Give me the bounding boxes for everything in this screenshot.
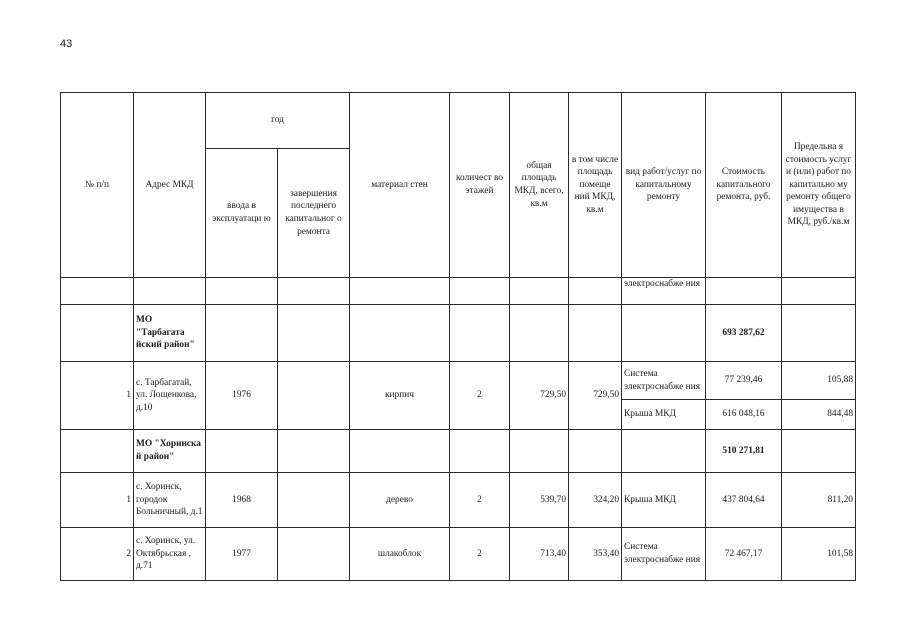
floors-cell: 2 [450, 528, 510, 581]
total-area-cell: 713,40 [510, 528, 569, 581]
wall-material-cell: дерево [350, 473, 450, 528]
municipality-row [61, 430, 856, 473]
year-last-repair-cell [278, 362, 350, 430]
wall-material-cell: кирпич [350, 362, 450, 430]
row-number: 1 [61, 362, 134, 430]
municipality-total-cost: 510 271,81 [706, 430, 782, 473]
work-type-cell: Система электроснабже ния [622, 528, 706, 581]
total-area-cell: 539,70 [510, 473, 569, 528]
year-commission-cell: 1976 [206, 362, 278, 430]
work-type-cell: Крыша МКД [622, 473, 706, 528]
cost-cell: 616 048,16 [706, 400, 782, 430]
header-floors: количест во этажей [450, 93, 510, 278]
premises-area-cell: 729,50 [569, 362, 622, 430]
max-cost-cell: 844,48 [782, 400, 856, 430]
total-area-cell: 729,50 [510, 362, 569, 430]
repair-table [60, 92, 856, 581]
header-wall-material: материал стен [350, 93, 450, 278]
premises-area-cell: 353,40 [569, 528, 622, 581]
year-commission-cell: 1968 [206, 473, 278, 528]
max-cost-cell: 811,20 [782, 473, 856, 528]
header-row-1 [61, 93, 856, 149]
work-type-cell: Система электроснабже ния [622, 362, 706, 400]
municipality-row [61, 305, 856, 362]
address-cell: с. Хоринск, ул. Октябрьская , д.71 [134, 528, 206, 581]
floors-cell: 2 [450, 473, 510, 528]
cost-cell: 72 467,17 [706, 528, 782, 581]
municipality-total-cost: 693 287,62 [706, 305, 782, 362]
header-year: год [206, 93, 350, 149]
year-commission-cell: 1977 [206, 528, 278, 581]
max-cost-cell: 105,88 [782, 362, 856, 400]
work-type-cell: электроснабже ния [622, 278, 706, 305]
header-address: Адрес МКД [134, 93, 206, 278]
max-cost-cell: 101,58 [782, 528, 856, 581]
header-year-commission: ввода в эксплуатаци ю [206, 149, 278, 278]
floors-cell: 2 [450, 362, 510, 430]
table-row [61, 362, 856, 400]
header-cost: Стоимость капитального ремонта, руб. [706, 93, 782, 278]
wall-material-cell: шлакоблок [350, 528, 450, 581]
cost-cell: 437 804,64 [706, 473, 782, 528]
municipality-name: МО "Хоринска й район" [134, 430, 206, 473]
header-work-type: вид работ/услуг по капитальному ремонту [622, 93, 706, 278]
address-cell: с. Хоринск, городок Больничный, д.1 [134, 473, 206, 528]
work-type-cell: Крыша МКД [622, 400, 706, 430]
header-total-area: общая площадь МКД, всего, кв.м [510, 93, 569, 278]
premises-area-cell: 324,20 [569, 473, 622, 528]
table-row [61, 528, 856, 581]
page-number: 43 [60, 38, 73, 50]
address-cell: с. Тарбагатай, ул. Лощенкова, д.10 [134, 362, 206, 430]
header-max-cost: Предельна я стоимость услуг и (или) работ по капитально му ремонту общего имущества в МКД, руб./кв.м [782, 93, 856, 278]
municipality-name: МО "Тарбагата йский район" [134, 305, 206, 362]
header-num: № п/п [61, 93, 134, 278]
row-number: 2 [61, 528, 134, 581]
table-row [61, 473, 856, 528]
header-year-last-repair: завершения последнего капитальног о ремонта [278, 149, 350, 278]
header-premises-area: в том числе площадь помеще ний МКД, кв.м [569, 93, 622, 278]
cost-cell: 77 239,46 [706, 362, 782, 400]
table-row [61, 278, 856, 305]
row-number: 1 [61, 473, 134, 528]
